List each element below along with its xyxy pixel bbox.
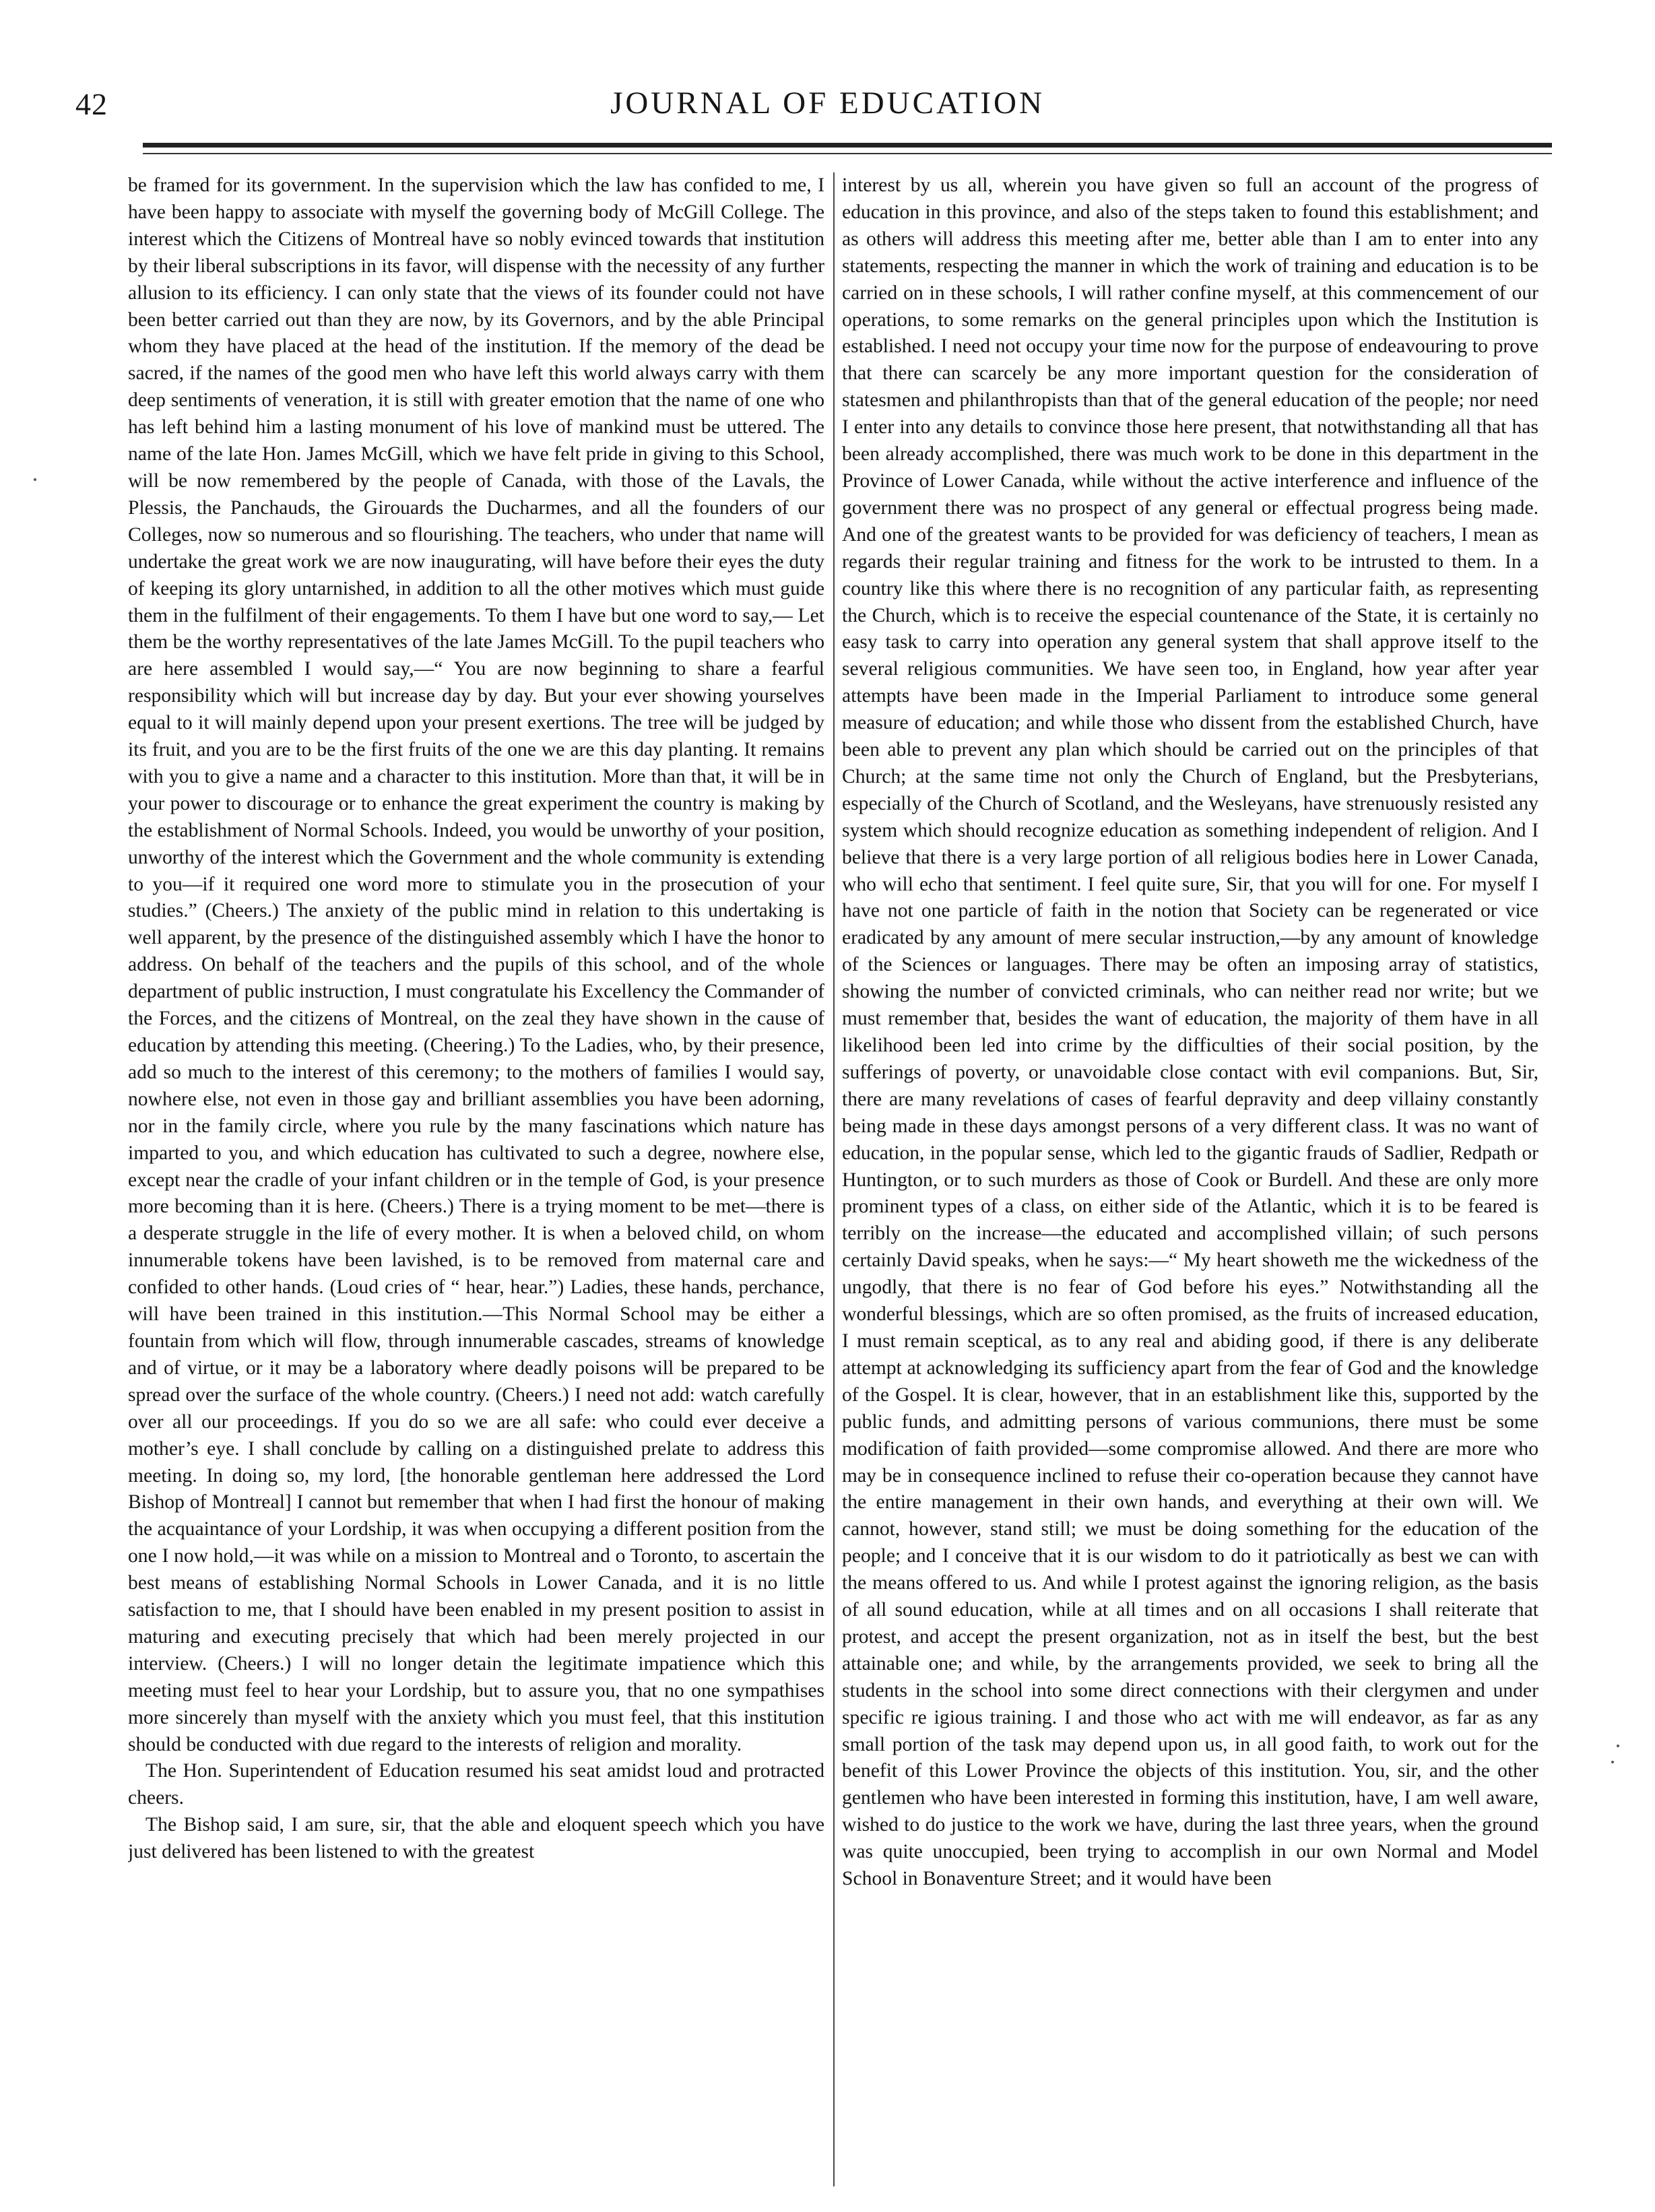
- right-paragraph-bishop-speech: interest by us all, wherein you have given so full an account of the progress of education in this province, and also of the steps taken to found this establishment; and as others will address this meeting after me, better able than I am to enter into any statements, respecting the manner in which the work of training and education is to be carried on in these schools, I will rather confine myself, at this commencement of our operations, to some remarks on the general principles upon which the Institution is established. I need not occupy your time now for the purpose of endeavouring to prove that there can scarcely be any more important question for the consideration of statesmen and philanthropists than that of the general education of the people; nor need I enter into any details to convince those here present, that notwithstanding all that has been already accomplished, there was much work to be done in this department in the Province of Lower Canada, while without the active interference and influence of the government there was no prospect of any general or effectual progress being made. And one of the greatest wants to be provided for was deficiency of teachers, I mean as regards their regular training and fitness for the work to be intrusted to them. In a country like this where there is no recognition of any particular faith, as representing the Church, which is to receive the especial countenance of the State, it is certainly no easy task to carry into operation any general system that shall approve itself to the several religious communities. We have seen too, in England, how year after year attempts have been made in the Imperial Parliament to introduce some general measure of education; and while those who dissent from the established Church, have been able to prevent any plan which should be carried out on the principles of that Church; at the same time not only the Church of England, but the Presbyterians, especially of the Church of Scotland, and the Wesleyans, have strenuously resisted any system which should recognize education as something independent of religion. And I believe that there is a very large portion of all religious bodies here in Lower Canada, who will echo that sentiment. I feel quite sure, Sir, that you will for one. For myself I have not one particle of faith in the notion that Society can be regenerated or vice eradicated by any amount of mere secular instruction,—by any amount of knowledge of the Sciences or languages. There may be often an imposing array of statistics, showing the number of convicted criminals, who can neither read nor write; but we must remember that, besides the want of education, the majority of them have in all likelihood been led into crime by the difficulties of their social position, by the sufferings of poverty, or unavoidable close contact with evil companions. But, Sir, there are many revelations of cases of fearful depravity and deep villainy constantly being made in these days amongst persons of a very different class. It was no want of education, in the popular sense, which led to the gigantic frauds of Sadlier, Redpath or Huntington, or to such murders as those of Cook or Burdell. And these are only more prominent types of a class, on either side of the Atlantic, which it is to be feared is terribly on the increase—the educated and accomplished villain; of such persons certainly David speaks, when he says:—“ My heart showeth me the wickedness of the ungodly, that there is no fear of God before his eyes.” Notwithstanding all the wonderful blessings, which are so often promised, as the fruits of increased education, I must remain sceptical, as to any real and abiding good, if there is any deliberate attempt at acknowledging its sufficiency apart from the fear of God and the knowledge of the Gospel. It is clear, however, that in an establishment like this, supported by the public funds, and admitting persons of various communions, there must be some modification of faith provided—some compromise allowed. And there are more who may be in consequence inclined to refuse their co-operation because they cannot have the entire management in their own hands, and everything at their own will. We cannot, however, stand still; we must be doing something for the education of the people; and I conceive that it is our wisdom to do it patriotically as best we can with the means offered to us. And while I protest against the ignoring religion, as the basis of all sound education, while at all times and on all occasions I shall reiterate that protest, and accept the present organization, not as in itself the best, but the best attainable one; and while, by the arrangements provided, we seek to bring all the students in the school into some direct connections with their clergymen and under specific re igious training. I and those who act with me will endeavor, as far as any small portion of the task may depend upon us, in all good faith, to work out for the benefit of this Lower Province the objects of this institution. You, sir, and the other gentlemen who have been interested in forming this institution, have, I am well aware, wished to do justice to the work we have, during the last three years, when the ground was quite unoccupied, been trying to accomplish in our own Normal and Model School in Bonaventure Street; and it would have been: [842, 174, 1538, 1890]
- header-rule-thick: [143, 143, 1552, 148]
- right-column: [842, 172, 1538, 2186]
- margin-speck: [1617, 1745, 1619, 1747]
- page-number: 42: [75, 87, 108, 121]
- left-paragraph-speech: be framed for its government. In the supervision which the law has confided to me, I have been happy to associate with myself the governing body of McGill College. The interest which the Citizens of Montreal have so nobly evinced towards that institution by their liberal subscriptions in its favor, will dispense with the necessity of any further allusion to its efficiency. I can only state that the views of its founder could not have been better carried out than they are now, by its Governors, and by the able Principal whom they have placed at the head of the institution. If the memory of the dead be sacred, if the names of the good men who have left this world always carry with them deep sentiments of veneration, it is still with greater emotion that the name of one who has left behind him a lasting monument of his love of mankind must be uttered. The name of the late Hon. James McGill, which we have felt pride in giving to this School, will be now remembered by the people of Canada, with those of the Lavals, the Plessis, the Panchauds, the Girouards the Ducharmes, and all the founders of our Colleges, now so numerous and so flourishing. The teachers, who under that name will undertake the great work we are now inaugurating, will have before their eyes the duty of keeping its glory untarnished, in addition to all the other motives which must guide them in the fulfilment of their engagements. To them I have but one word to say,— Let them be the worthy representatives of the late James McGill. To the pupil teachers who are here assembled I would say,—“ You are now beginning to share a fearful responsibility which will but increase day by day. But your ever showing yourselves equal to it will mainly depend upon your present exertions. The tree will be judged by its fruit, and you are to be the first fruits of the one we are this day planting. It remains with you to give a name and a character to this institution. More than that, it will be in your power to discourage or to enhance the great experiment the country is making by the establishment of Normal Schools. Indeed, you would be unworthy of your position, unworthy of the interest which the Government and the whole community is extending to you—if it required one word more to stimulate you in the prosecution of your studies.” (Cheers.) The anxiety of the public mind in relation to this undertaking is well apparent, by the presence of the distinguished assembly which I have the honor to address. On behalf of the teachers and the pupils of this school, and of the whole department of public instruction, I must congratulate his Excellency the Commander of the Forces, and the citizens of Montreal, on the zeal they have shown in the cause of education by attending this meeting. (Cheering.) To the Ladies, who, by their presence, add so much to the interest of this ceremony; to the mothers of families I would say, nowhere else, not even in those gay and brilliant assemblies you have been adorning, nor in the family circle, where you rule by the many fascinations which nature has imparted to you, and which education has cultivated to such a degree, nowhere else, except near the cradle of your infant children or in the temple of God, is your presence more becoming than it is here. (Cheers.) There is a trying moment to be met—there is a desperate struggle in the life of every mother. It is when a beloved child, on whom innumerable tokens have been lavished, is to be removed from maternal care and confided to other hands. (Loud cries of “ hear, hear.”) Ladies, these hands, perchance, will have been trained in this institution.—This Normal School may be either a fountain from which will flow, through innumerable cascades, streams of knowledge and of virtue, or it may be a laboratory where deadly poisons will be prepared to be spread over the surface of the whole country. (Cheers.) I need not add: watch carefully over all our proceedings. If you do so we are all safe: who could ever deceive a mother’s eye. I shall conclude by calling on a distinguished prelate to address this meeting. In doing so, my lord, [the honorable gentleman here addressed the Lord Bishop of Montreal] I cannot but remember that when I had first the honour of making the acquaintance of your Lordship, it was when occupying a different position from the one I now hold,—it was while on a mission to Montreal and o Toronto, to ascertain the best means of establishing Normal Schools in Lower Canada, and it is no little satisfaction to me, that I should have been enabled in my present position to assist in maturing and executing precisely that which had been merely projected in our interview. (Cheers.) I will no longer detain the legitimate impatience which this meeting must feel to hear your Lordship, but to assure you, that no one sympathises more sincerely than myself with the anxiety which you must feel, that this institution should be conducted with due regard to the interests of religion and morality.: [128, 174, 824, 1755]
- margin-speck: [1611, 1761, 1614, 1763]
- left-paragraph-superintendent: The Hon. Superintendent of Education resumed his seat amidst loud and protracted cheers.: [128, 1760, 824, 1809]
- left-paragraph-bishop: The Bishop said, I am sure, sir, that the able and eloquent speech which you have just delivered has been listened to with the greatest: [128, 1814, 824, 1863]
- left-column: [128, 172, 824, 2186]
- margin-speck: [34, 478, 36, 481]
- header-rule-thin: [143, 153, 1552, 154]
- column-divider: [833, 172, 835, 2186]
- running-title: JOURNAL OF EDUCATION: [610, 86, 1045, 121]
